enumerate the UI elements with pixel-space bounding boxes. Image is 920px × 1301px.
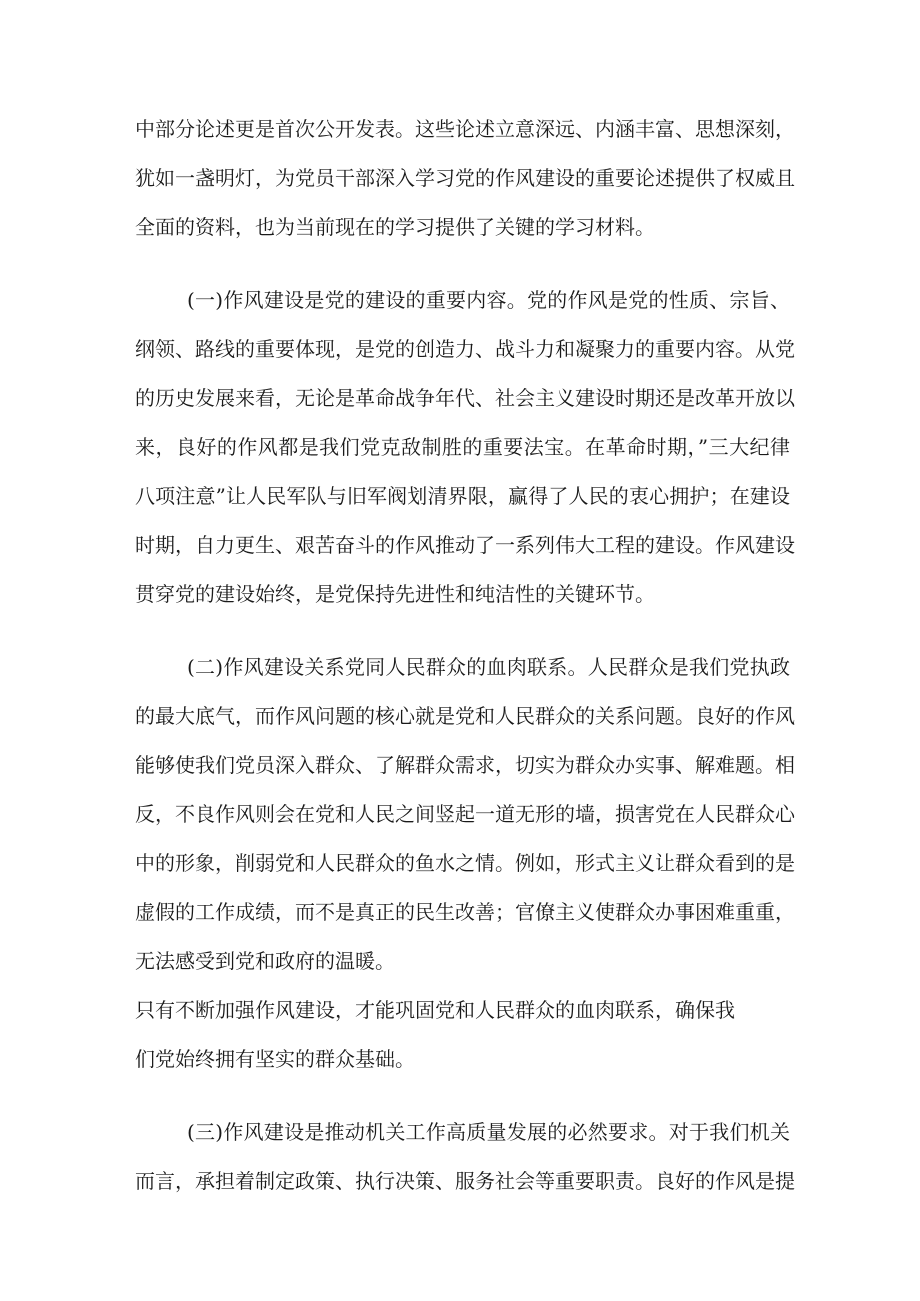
section-1-line-2: 纲领、路线的重要体现，是党的创造力、战斗力和凝聚力的重要内容。从党 bbox=[135, 337, 795, 361]
section-1-line-7: 贯穿党的建设始终，是党保持先进性和纯洁性的关键环节。 bbox=[135, 582, 655, 606]
section-1-line-6: 时期，自力更生、艰苦奋斗的作风推动了一系列伟大工程的建设。作风建设 bbox=[135, 533, 795, 557]
section-1-line-5: 八项注意”让人民军队与旧军阀划清界限，赢得了人民的衷心拥护；在建设 bbox=[135, 484, 790, 508]
section-2-line-4: 反，不良作风则会在党和人民之间竖起一道无形的墙，损害党在人民群众心 bbox=[135, 802, 795, 826]
section-1-line-3: 的历史发展来看，无论是革命战争年代、社会主义建设时期还是改革开放以 bbox=[135, 386, 795, 410]
paragraph-intro-line-2: 犹如一盏明灯，为党员干部深入学习党的作风建设的重要论述提供了权威且 bbox=[135, 166, 795, 190]
section-2-line-1: (二)作风建设关系党同人民群众的血肉联系。人民群众是我们党执政 bbox=[187, 655, 790, 679]
section-2-line-6: 虚假的工作成绩，而不是真正的民生改善；官僚主义使群众办事困难重重， bbox=[135, 900, 795, 924]
section-3-line-2: 而言，承担着制定政策、执行决策、服务社会等重要职责。良好的作风是提 bbox=[135, 1169, 795, 1193]
section-2-line-5: 中的形象，削弱党和人民群众的鱼水之情。例如，形式主义让群众看到的是 bbox=[135, 851, 795, 875]
section-2-line-3: 能够使我们党员深入群众、了解群众需求，切实为群众办实事、解难题。相 bbox=[135, 753, 795, 777]
conclusion-line-1: 只有不断加强作风建设，才能巩固党和人民群众的血肉联系，确保我 bbox=[135, 998, 735, 1022]
conclusion-line-2: 们党始终拥有坚实的群众基础。 bbox=[135, 1047, 415, 1071]
section-2-line-7: 无法感受到党和政府的温暖。 bbox=[135, 949, 395, 973]
section-3-line-1: (三)作风建设是推动机关工作高质量发展的必然要求。对于我们机关 bbox=[187, 1120, 790, 1144]
section-1-line-1: (一)作风建设是党的建设的重要内容。党的作风是党的性质、宗旨、 bbox=[187, 288, 790, 312]
paragraph-intro-line-1: 中部分论述更是首次公开发表。这些论述立意深远、内涵丰富、思想深刻， bbox=[135, 117, 795, 141]
paragraph-intro-line-3: 全面的资料，也为当前现在的学习提供了关键的学习材料。 bbox=[135, 215, 655, 239]
section-1-line-4: 来，良好的作风都是我们党克敌制胜的重要法宝。在革命时期，”三大纪律 bbox=[135, 435, 790, 459]
section-2-line-2: 的最大底气，而作风问题的核心就是党和人民群众的关系问题。良好的作风 bbox=[135, 704, 795, 728]
